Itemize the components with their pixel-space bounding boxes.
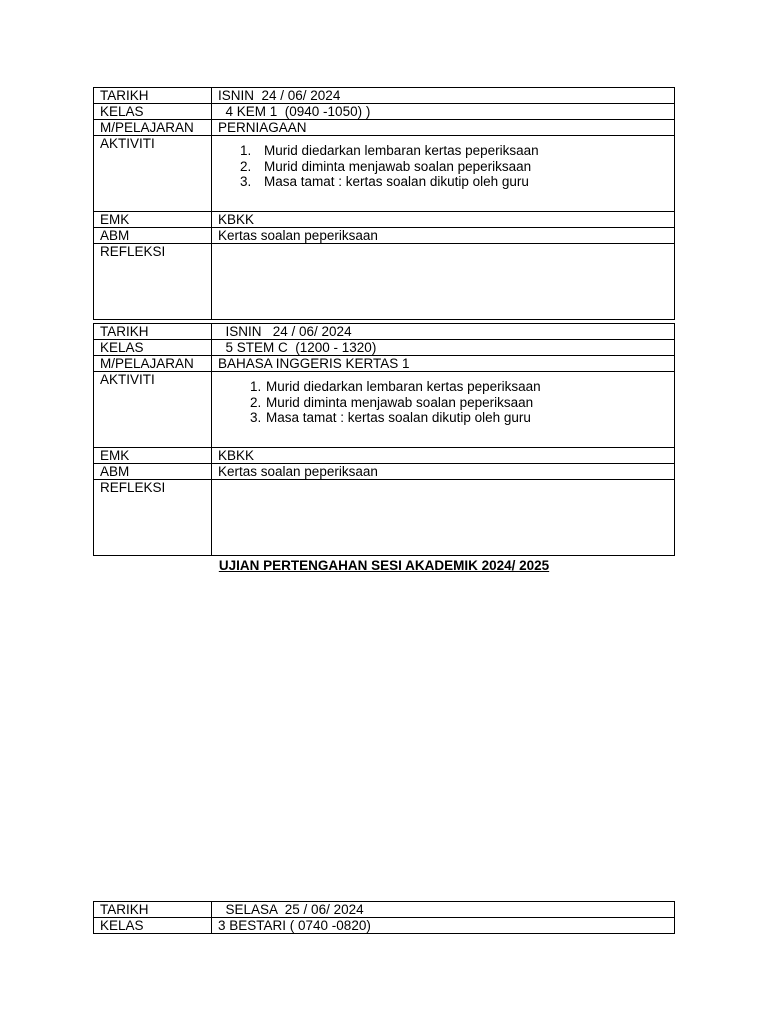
- tarikh-value: SELASA 25 / 06/ 2024: [212, 902, 675, 918]
- row-subjek: [94, 120, 675, 136]
- kelas-value: 3 BESTARI ( 0740 -0820): [212, 918, 675, 934]
- subjek-label: M/PELAJARAN: [94, 356, 212, 372]
- row-aktiviti: [94, 372, 675, 448]
- kelas-label: KELAS: [94, 918, 212, 934]
- row-emk: [94, 448, 675, 464]
- list-item: 3. Masa tamat : kertas soalan dikutip oleh guru: [250, 410, 531, 425]
- row-abm: [94, 228, 675, 244]
- row-refleksi: [94, 480, 675, 556]
- refleksi-label: REFLEKSI: [94, 480, 212, 556]
- row-tarikh: [94, 324, 675, 340]
- refleksi-label: REFLEKSI: [94, 244, 212, 320]
- row-kelas: [94, 340, 675, 356]
- aktiviti-list: [218, 379, 668, 426]
- exam-heading: UJIAN PERTENGAHAN SESI AKADEMIK 2024/ 2025: [218, 558, 550, 573]
- emk-label: EMK: [94, 448, 212, 464]
- abm-label: ABM: [94, 464, 212, 480]
- tarikh-value: ISNIN 24 / 06/ 2024: [212, 324, 675, 340]
- lesson-table-1: [93, 87, 675, 320]
- refleksi-value: [212, 480, 675, 556]
- list-item: 3. Masa tamat : kertas soalan dikutip oleh guru: [240, 174, 529, 189]
- aktiviti-value: [212, 372, 675, 448]
- kelas-label: KELAS: [94, 104, 212, 120]
- emk-label: EMK: [94, 212, 212, 228]
- abm-value: Kertas soalan peperiksaan: [212, 228, 675, 244]
- aktiviti-label: AKTIVITI: [94, 136, 212, 212]
- subjek-value: PERNIAGAAN: [212, 120, 675, 136]
- list-item: 1. Murid diedarkan lembaran kertas peperiksaan: [240, 143, 539, 158]
- tarikh-label: TARIKH: [94, 902, 212, 918]
- refleksi-value: [212, 244, 675, 320]
- abm-label: ABM: [94, 228, 212, 244]
- lesson-table-3: [93, 901, 675, 934]
- row-tarikh: [94, 88, 675, 104]
- list-item: 2. Murid diminta menjawab soalan peperiksaan: [240, 158, 532, 174]
- row-emk: [94, 212, 675, 228]
- abm-value: Kertas soalan peperiksaan: [212, 464, 675, 480]
- list-item: 2. Murid diminta menjawab soalan peperiksaan: [250, 394, 534, 410]
- subjek-value: BAHASA INGGERIS KERTAS 1: [212, 356, 675, 372]
- emk-value: KBKK: [212, 212, 675, 228]
- lesson-table-2: [93, 323, 675, 556]
- tarikh-label: TARIKH: [94, 88, 212, 104]
- subjek-label: M/PELAJARAN: [94, 120, 212, 136]
- tarikh-label: TARIKH: [94, 324, 212, 340]
- row-refleksi: [94, 244, 675, 320]
- tarikh-value: ISNIN 24 / 06/ 2024: [212, 88, 675, 104]
- row-abm: [94, 464, 675, 480]
- kelas-value: 5 STEM C (1200 - 1320): [212, 340, 675, 356]
- aktiviti-list: [218, 143, 668, 190]
- row-aktiviti: [94, 136, 675, 212]
- kelas-label: KELAS: [94, 340, 212, 356]
- row-tarikh: [94, 902, 675, 918]
- row-kelas: [94, 918, 675, 934]
- aktiviti-label: AKTIVITI: [94, 372, 212, 448]
- list-item: 1. Murid diedarkan lembaran kertas peperiksaan: [250, 379, 541, 394]
- row-kelas: [94, 104, 675, 120]
- aktiviti-value: [212, 136, 675, 212]
- kelas-value: 4 KEM 1 (0940 -1050) ): [212, 104, 675, 120]
- row-subjek: [94, 356, 675, 372]
- emk-value: KBKK: [212, 448, 675, 464]
